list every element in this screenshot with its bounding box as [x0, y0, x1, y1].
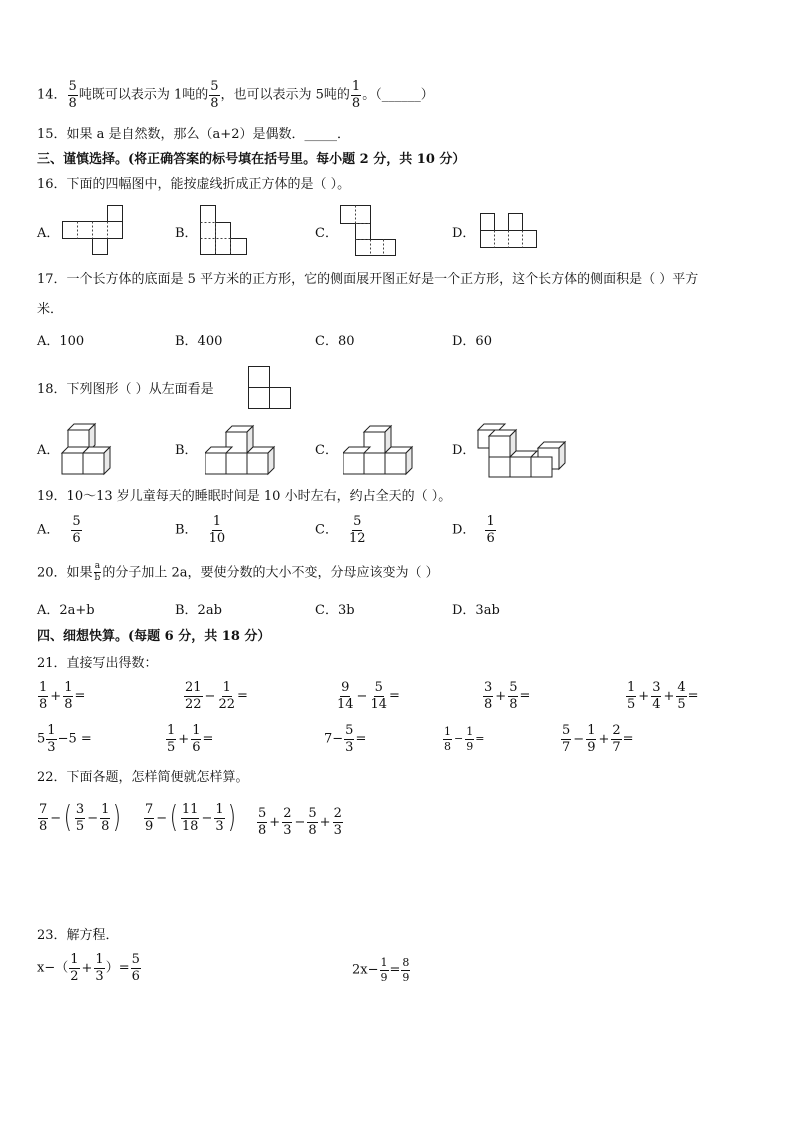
q20-option-a[interactable]: A．2a+b	[37, 603, 95, 618]
question-21-stem: 21．直接写出得数：	[37, 656, 158, 671]
q16-net-a	[62, 205, 124, 255]
q21-expr-3: $\frac{9}{14}$ − $\frac{5}{14}$ =	[337, 680, 400, 712]
q19-option-c[interactable]: C． $\frac{5}{12}$	[315, 514, 366, 546]
question-17-stem-cont: 米．	[37, 302, 64, 317]
q20-option-b[interactable]: B．2ab	[175, 603, 222, 618]
q18-option-b-label[interactable]: B．	[175, 443, 198, 458]
q20-option-c[interactable]: C．3b	[315, 603, 355, 618]
q19-option-d[interactable]: D． $\frac{1}{6}$	[452, 514, 495, 546]
q18-cubes-d	[476, 422, 568, 478]
q21-expr-8: 7− $\frac{5}{3}$ =	[324, 723, 367, 755]
fraction: $\frac{1}{6}$	[486, 514, 495, 546]
q17-option-b[interactable]: B．400	[175, 334, 223, 349]
section-4-heading: 四、细想快算。(每题 6 分，共 18 分）	[37, 629, 271, 644]
question-15: 15．如果 a 是自然数，那么（a+2）是偶数．_____．	[37, 127, 350, 142]
answer-blank[interactable]: （______）	[375, 87, 434, 103]
question-16-stem: 16．下面的四幅图中，能按虚线折成正方体的是（ ）。	[37, 177, 351, 192]
q17-option-a[interactable]: A．100	[37, 334, 85, 349]
q19-option-a[interactable]: A． $\frac{5}{6}$	[37, 514, 81, 546]
q20-option-d[interactable]: D．3ab	[452, 603, 500, 618]
q22-expr-1: $\frac{7}{8}$ −( $\frac{3}{5}$ − $\frac{1}{8}$ )	[39, 800, 122, 836]
question-20-stem: 20．如果 $\frac{a}{b}$ 的分子加上 2a，要使分数的大小不变，分母应该变为（ ）	[37, 561, 439, 584]
fraction: $\frac{5}{12}$	[348, 514, 366, 546]
q17-option-c[interactable]: C．80	[315, 334, 355, 349]
q22-expr-3: $\frac{5}{8}$ + $\frac{2}{3}$ − $\frac{5}{8}$ + $\frac{2}{3}$	[258, 806, 342, 838]
q21-expr-1: $\frac{1}{8}$ + $\frac{1}{8}$ =	[39, 680, 86, 712]
fraction: $\frac{5}{8}$	[210, 79, 219, 111]
question-17-stem: 17．一个长方体的底面是 5 平方米的正方形，它的侧面展开图正好是一个正方形，这个长方体的侧面积是（ ）平方	[37, 272, 699, 287]
q17-option-d[interactable]: D．60	[452, 334, 492, 349]
q21-expr-5: $\frac{1}{5}$ + $\frac{3}{4}$ + $\frac{4}{5}$ =	[627, 680, 699, 712]
fraction: $\frac{5}{8}$	[68, 79, 77, 111]
q16-option-b-label[interactable]: B．	[175, 226, 198, 241]
fraction: $\frac{a}{b}$	[94, 561, 101, 584]
question-22-stem: 22．下面各题，怎样简便就怎样算。	[37, 770, 249, 785]
q18-cubes-a	[60, 420, 120, 478]
q18-option-a-label[interactable]: A．	[37, 443, 60, 458]
q21-expr-6: 5 $\frac{1}{3}$ −5 =	[37, 723, 92, 755]
q16-option-a-label[interactable]: A．	[37, 226, 60, 241]
q16-net-c	[340, 205, 398, 257]
q21-expr-2: $\frac{21}{22}$ − $\frac{1}{22}$ =	[185, 680, 248, 712]
q21-expr-7: $\frac{1}{5}$ + $\frac{1}{6}$ =	[167, 723, 214, 755]
q16-net-d	[480, 213, 538, 249]
fraction: $\frac{1}{10}$	[208, 514, 226, 546]
question-18-stem: 18．下列图形（ ）从左面看是	[37, 382, 214, 397]
fraction: $\frac{5}{6}$	[72, 514, 81, 546]
q18-option-c-label[interactable]: C．	[315, 443, 338, 458]
q18-cubes-b	[205, 424, 277, 478]
fraction: $\frac{1}{8}$	[351, 79, 361, 111]
q18-option-d-label[interactable]: D．	[452, 443, 476, 458]
q18-cubes-c	[343, 424, 415, 478]
q21-expr-9: $\frac{1}{8}$ − $\frac{1}{9}$ =	[444, 725, 485, 753]
q19-option-b[interactable]: B． $\frac{1}{10}$	[175, 514, 226, 546]
q16-net-b	[200, 205, 248, 255]
q16-option-c-label[interactable]: C．	[315, 226, 338, 241]
question-14: 14． $\frac{5}{8}$ 吨既可以表示为 1吨的 $\frac{5}{8}$ ，也可以表示为 5吨的 $\frac{1}{8}$ 。（______）	[37, 79, 434, 111]
question-19-stem: 19．10～13 岁儿童每天的睡眠时间是 10 小时左右，约占全天的（ ）。	[37, 489, 452, 504]
q18-left-view-figure	[248, 366, 292, 410]
q22-expr-2: $\frac{7}{9}$ −( $\frac{11}{18}$ − $\frac{1}{3}$ )	[145, 800, 236, 836]
q23-equation-1: x−（ $\frac{1}{2}$ + $\frac{1}{3}$ ）= $\frac{5}{6}$	[37, 952, 140, 984]
q21-expr-4: $\frac{3}{8}$ + $\frac{5}{8}$ =	[484, 680, 531, 712]
section-3-heading: 三、谨慎选择。(将正确答案的标号填在括号里。每小题 2 分，共 10 分）	[37, 152, 466, 167]
q21-expr-10: $\frac{5}{7}$ − $\frac{1}{9}$ + $\frac{2}{7}$ =	[562, 723, 634, 755]
question-23-stem: 23．解方程．	[37, 928, 119, 943]
q16-option-d-label[interactable]: D．	[452, 226, 476, 241]
q23-equation-2: 2x− $\frac{1}{9}$ = $\frac{8}{9}$	[352, 956, 410, 984]
